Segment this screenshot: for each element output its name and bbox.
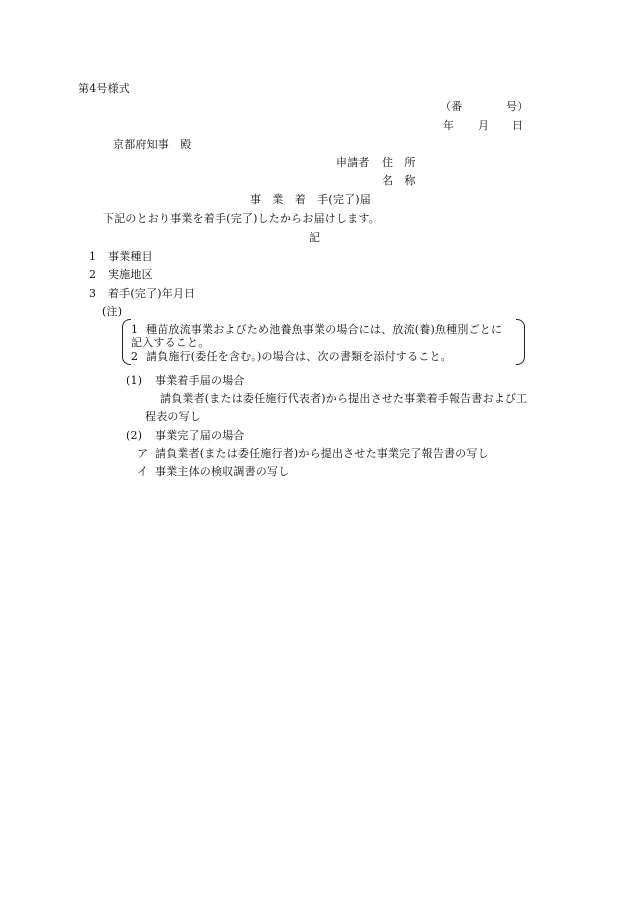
number-close: 号）	[506, 100, 529, 113]
note-1-line-1: 種苗放流事業およびため池養魚事業の場合には、放流(養)魚種別ごとに	[146, 323, 503, 336]
sub-2-a-label: ア	[137, 447, 149, 460]
sub-1-title: 事業着手届の場合	[155, 374, 245, 387]
note-label: (注)	[102, 305, 123, 318]
item-1-text: 事業種目	[108, 250, 153, 263]
record-label: 記	[309, 231, 321, 244]
sub-1-label: (1)	[126, 374, 143, 387]
number-open: （番	[440, 100, 463, 113]
address-label: 住 所	[382, 156, 416, 169]
item-3-text: 着手(完了)年月日	[108, 287, 196, 300]
addressee: 京都府知事 殿	[113, 138, 192, 151]
sub-2-a-text: 請負業者(または委任施行者)から提出させた事業完了報告書の写し	[155, 447, 489, 460]
year-label: 年	[443, 119, 455, 132]
sub-2-i-label: イ	[137, 465, 149, 478]
form-number: 第4号様式	[78, 82, 130, 95]
document-title: 事 業 着 手(完了)届	[250, 193, 371, 206]
name-label: 名 称	[382, 174, 416, 187]
sub-2-title: 事業完了届の場合	[155, 429, 245, 442]
right-bracket	[516, 319, 525, 365]
sub-2-label: (2)	[126, 429, 143, 442]
item-2-num: 2	[89, 268, 97, 281]
sub-2-i-text: 事業主体の検収調書の写し	[155, 465, 290, 478]
note-1-num: 1	[131, 323, 139, 336]
note-1-line-2: 記入すること。	[131, 336, 210, 349]
item-2-text: 実施地区	[108, 268, 153, 281]
left-bracket	[122, 319, 131, 365]
intro-text: 下記のとおり事業を着手(完了)したからお届けします。	[103, 212, 380, 225]
month-label: 月	[478, 119, 490, 132]
day-label: 日	[512, 119, 524, 132]
note-2-text: 請負施行(委任を含む。)の場合は、次の書類を添付すること。	[146, 350, 452, 363]
sub-1-line-2: 程表の写し	[145, 410, 201, 423]
item-3-num: 3	[89, 287, 97, 300]
sub-1-line-1: 請負業者(または委任施行代表者)から提出させた事業着手報告書および工	[160, 392, 528, 405]
note-2-num: 2	[131, 350, 139, 363]
applicant-label: 申請者	[336, 156, 370, 169]
item-1-num: 1	[89, 250, 97, 263]
